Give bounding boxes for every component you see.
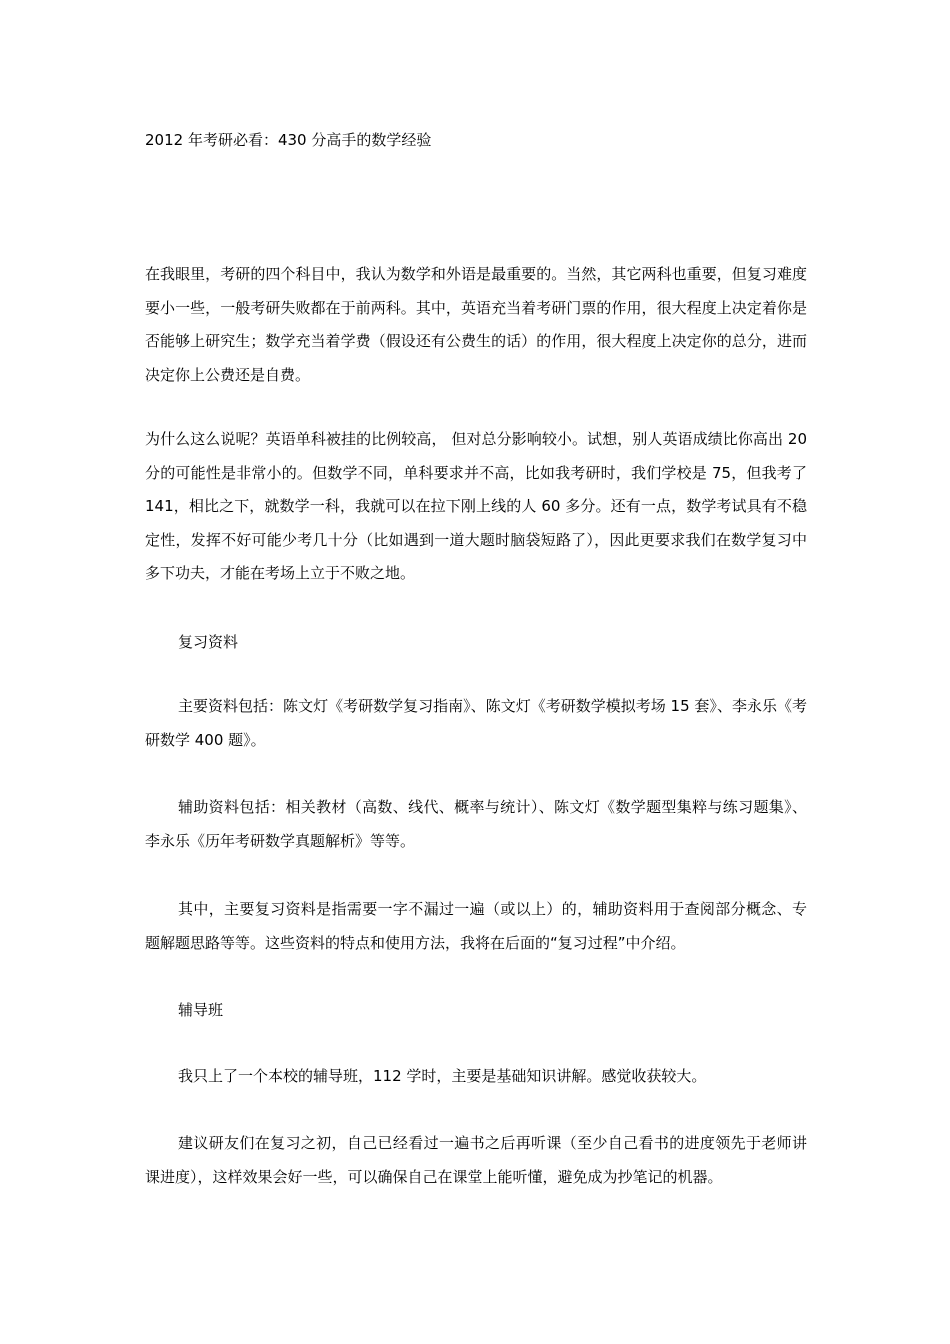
paragraph-why: 为什么这么说呢？英语单科被挂的比例较高， 但对总分影响较小。试想，别人英语成绩比你高出 20 分的可能性是非常小的。但数学不同，单科要求并不高，比如我考研时，我们学校是 75，但我考了 141，相比之下，就数学一科，我就可以在拉下刚上线的人 60 多分。还有一点，数学考试具有不稳定性，发挥不好可能少考几十分（比如遇到一道大题时脑袋短路了），因此更要求我们在数学复习中多下功夫，才能在考场上立于不败之地。	[145, 430, 807, 582]
paragraph-advice: 建议研友们在复习之初，自己已经看过一遍书之后再听课（至少自己看书的进度领先于老师讲课进度），这样效果会好一些，可以确保自己在课堂上能听懂，避免成为抄笔记的机器。	[145, 1134, 807, 1186]
paragraph-aux-materials: 辅助资料包括：相关教材（高数、线代、概率与统计）、陈文灯《数学题型集粹与练习题集》、李永乐《历年考研数学真题解析》等等。	[145, 798, 807, 850]
paragraph-usage: 其中，主要复习资料是指需要一字不漏过一遍（或以上）的，辅助资料用于查阅部分概念、专题解题思路等等。这些资料的特点和使用方法，我将在后面的“复习过程”中介绍。	[145, 900, 807, 952]
section-heading-class: 辅导班	[178, 1001, 224, 1019]
paragraph-intro: 在我眼里，考研的四个科目中，我认为数学和外语是最重要的。当然，其它两科也重要，但复习难度要小一些，一般考研失败都在于前两科。其中，英语充当着考研门票的作用，很大程度上决定着你是否能够上研究生；数学充当着学费（假设还有公费生的话）的作用，很大程度上决定你的总分，进而决定你上公费还是自费。	[145, 265, 807, 384]
document-title: 2012 年考研必看：430 分高手的数学经验	[145, 131, 432, 149]
section-heading-materials: 复习资料	[178, 633, 239, 651]
paragraph-class-experience: 我只上了一个本校的辅导班，112 学时，主要是基础知识讲解。感觉收获较大。	[178, 1067, 707, 1085]
paragraph-main-materials: 主要资料包括：陈文灯《考研数学复习指南》、陈文灯《考研数学模拟考场 15 套》、李永乐《考研数学 400 题》。	[145, 697, 807, 749]
